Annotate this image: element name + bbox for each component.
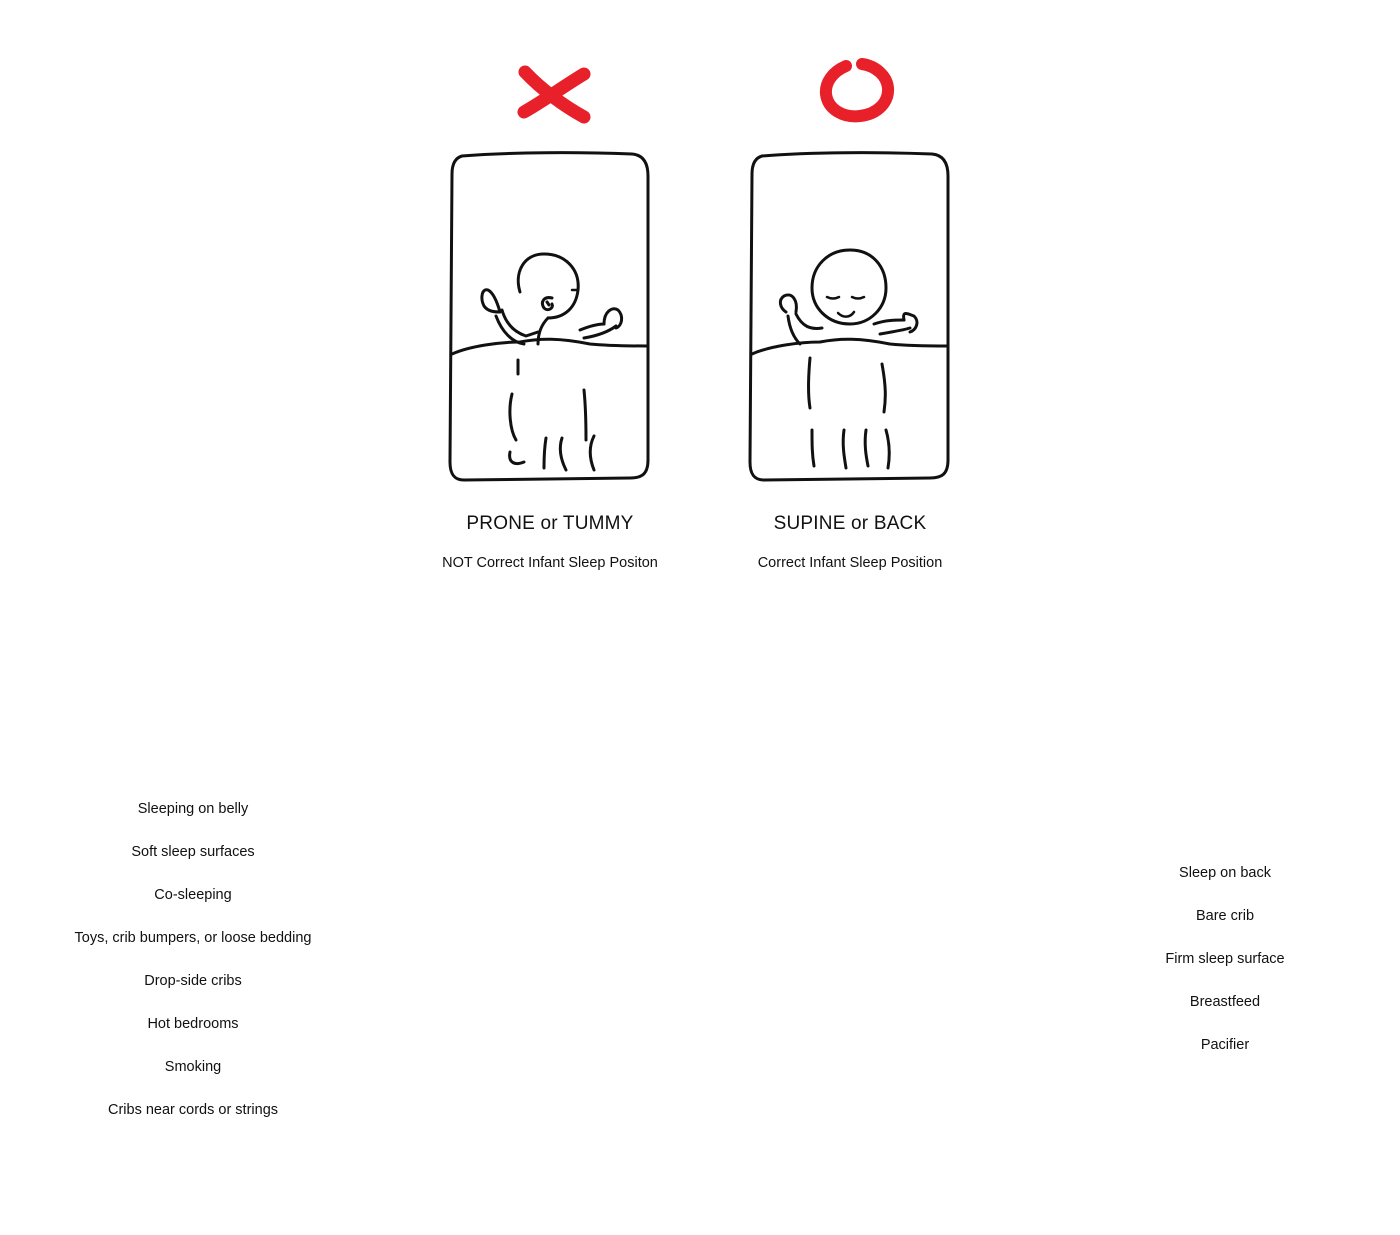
list-item: Co-sleeping: [154, 887, 232, 903]
list-item: Pacifier: [1200, 1037, 1250, 1053]
supine-subtitle: Correct Infant Sleep Position: [757, 555, 943, 571]
risk-list: [43, 800, 343, 1144]
list-item: Cribs near cords or strings: [107, 1102, 279, 1118]
list-item: Soft sleep surfaces: [131, 844, 255, 860]
list-item: Firm sleep surface: [1165, 951, 1285, 967]
list-item: Drop-side cribs: [144, 973, 242, 989]
list-item: Toys, crib bumpers, or loose bedding: [74, 930, 312, 946]
prone-subtitle: NOT Correct Infant Sleep Positon: [442, 555, 658, 571]
list-item: Breastfeed: [1189, 994, 1261, 1010]
list-item: Smoking: [164, 1059, 222, 1075]
list-item: Sleep on back: [1179, 865, 1271, 881]
x-mark-icon: [512, 62, 598, 126]
supine-baby-illustration: [740, 140, 960, 490]
list-item: Bare crib: [1195, 908, 1255, 924]
list-item: Sleeping on belly: [137, 801, 249, 817]
prone-baby-illustration: [440, 140, 660, 490]
supine-title: SUPINE or BACK: [773, 513, 927, 534]
list-item: Hot bedrooms: [147, 1016, 239, 1032]
prone-title: PRONE or TUMMY: [466, 513, 634, 534]
circle-mark-icon: [816, 56, 900, 126]
safe-list: [1105, 864, 1345, 1079]
